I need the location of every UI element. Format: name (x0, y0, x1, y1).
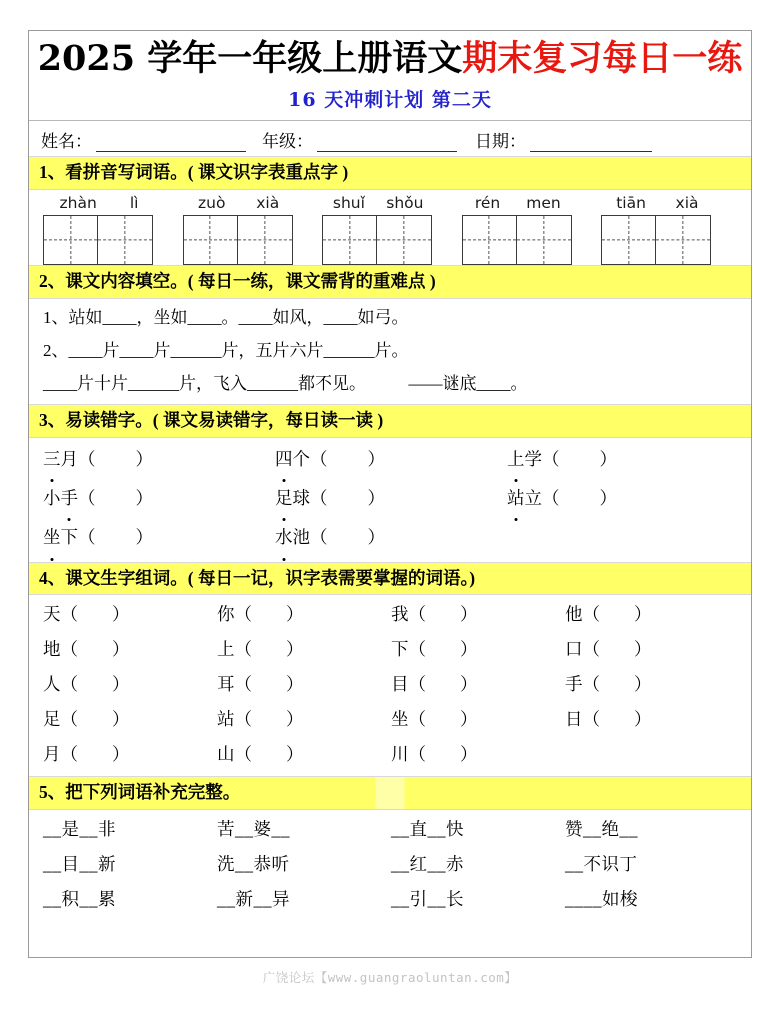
answer-paren[interactable]: （ ） (541, 448, 617, 469)
answer-paren[interactable]: （ ） (78, 448, 153, 469)
pinyin-syllable: lì (129, 194, 139, 213)
answer-paren[interactable]: （ ） (60, 674, 130, 695)
tianzige-cell[interactable] (601, 215, 656, 265)
tianzige-cell[interactable] (238, 215, 293, 265)
answer-paren[interactable]: （ ） (309, 527, 385, 548)
idiom-entry[interactable]: 赞__绝__ (565, 819, 638, 840)
char-entry[interactable] (391, 667, 565, 702)
idiom-entry[interactable]: __新__异 (217, 889, 290, 910)
tianzige-cell[interactable] (377, 215, 432, 265)
date-input-blank[interactable] (530, 136, 652, 152)
answer-paren[interactable]: （ ） (234, 709, 304, 730)
tianzige-cell[interactable] (43, 215, 98, 265)
char-entry[interactable] (391, 737, 565, 772)
idiom-entry[interactable]: __直__快 (391, 819, 464, 840)
char-label: 目 (391, 674, 409, 695)
char-label: 下 (391, 639, 409, 660)
word-group (462, 194, 602, 265)
section-3-row (43, 479, 739, 518)
answer-paren[interactable]: （ ） (408, 709, 478, 730)
section-4-body (29, 595, 751, 776)
char-entry[interactable] (391, 702, 565, 737)
tianzige-cell[interactable] (183, 215, 238, 265)
char-label: 人 (43, 674, 61, 695)
answer-paren[interactable]: （ ） (60, 744, 130, 765)
fill-in-line[interactable]: 2、____片____片______片，五片六片______片。 (43, 340, 409, 360)
emphasized-char: 四 (275, 440, 293, 479)
title-text-black: 2025 学年一年级上册语文 (37, 38, 463, 79)
answer-paren[interactable]: （ ） (234, 604, 304, 625)
pinyin-pair (462, 194, 574, 212)
pinyin-pair (183, 194, 295, 212)
pinyin-pair (43, 194, 155, 212)
section-4-grid (43, 597, 739, 772)
student-info-row (29, 121, 751, 156)
char-entry[interactable] (43, 737, 217, 772)
answer-paren[interactable]: （ ） (582, 674, 652, 695)
emphasized-char: 足 (275, 479, 293, 518)
pinyin-syllable: tiān (616, 194, 646, 213)
char-label: 川 (391, 744, 409, 765)
fill-in-line[interactable]: ____片十片______片，飞入______都不见。 ——谜底____。 (43, 373, 528, 393)
section-2-heading: 2、课文内容填空。( 每日一练，课文需背的重难点 ) (29, 265, 751, 299)
answer-paren[interactable]: （ ） (408, 674, 478, 695)
pinyin-syllable: xià (256, 194, 280, 213)
char-label: 耳 (217, 674, 235, 695)
pinyin-syllable: shǒu (386, 194, 424, 213)
tianzige-cell[interactable] (322, 215, 377, 265)
word-entry[interactable]: 四个（ ） (275, 440, 507, 479)
section-5-grid (43, 812, 739, 917)
tianzige-cell[interactable] (98, 215, 153, 265)
char-label: 山 (217, 744, 235, 765)
char-entry[interactable] (43, 597, 217, 632)
answer-paren[interactable]: （ ） (408, 744, 478, 765)
idiom-entry[interactable]: __是__非 (43, 819, 116, 840)
grade-label: 年级： (262, 132, 313, 152)
emphasized-char: 坐 (43, 518, 61, 557)
idiom-entry[interactable]: 苦__婆__ (217, 819, 290, 840)
emphasized-char: 三 (43, 440, 61, 479)
idiom-entry[interactable]: ____如梭 (565, 889, 638, 910)
answer-paren[interactable]: （ ） (582, 639, 652, 660)
word-group (43, 194, 183, 265)
char-entry[interactable] (217, 667, 391, 702)
section-5-heading: 5、把下列词语补充完整。 (29, 776, 751, 810)
answer-paren[interactable]: （ ） (582, 709, 652, 730)
answer-paren[interactable]: （ ） (234, 674, 304, 695)
idiom-entry[interactable]: __积__累 (43, 889, 116, 910)
section-1-body (29, 190, 751, 265)
answer-paren[interactable]: （ ） (408, 604, 478, 625)
answer-paren[interactable]: （ ） (78, 488, 153, 509)
emphasized-char: 水 (275, 518, 293, 557)
answer-paren[interactable]: （ ） (234, 744, 304, 765)
char-entry[interactable] (217, 702, 391, 737)
page-subtitle: 16 天冲刺计划 第二天 (288, 89, 492, 112)
char-label: 月 (43, 744, 61, 765)
worksheet-page (28, 30, 752, 958)
section-3-heading: 3、易读错字。( 课文易读错字，每日读一读 ) (29, 404, 751, 438)
tianzige-pair (601, 215, 711, 265)
char-entry[interactable] (217, 632, 391, 667)
watermark: 广饶论坛【www.guangraoluntan.com】 (262, 970, 518, 985)
grade-field-group (262, 127, 457, 152)
char-entry[interactable] (217, 597, 391, 632)
section-5-body (29, 810, 751, 921)
char-entry[interactable] (217, 737, 391, 772)
name-label: 姓名： (41, 132, 92, 152)
idiom-entry[interactable]: __不识丁 (565, 854, 638, 875)
pinyin-syllable: zhàn (59, 194, 97, 213)
idiom-entry[interactable]: __目__新 (43, 854, 116, 875)
word-entry[interactable]: 三月（ ） (43, 440, 275, 479)
date-label: 日期： (475, 132, 526, 152)
pinyin-syllable: rén (474, 194, 501, 213)
idiom-entry[interactable]: 洗__恭听 (217, 854, 290, 875)
emphasized-char: 站 (507, 479, 525, 518)
char-entry[interactable] (565, 632, 739, 667)
char-label: 手 (565, 674, 583, 695)
pinyin-syllable: xià (675, 194, 699, 213)
word-entry[interactable]: 小手（ ） (43, 479, 275, 518)
answer-paren[interactable]: （ ） (582, 604, 652, 625)
pinyin-pair (322, 194, 434, 212)
char-entry[interactable] (565, 702, 739, 737)
pinyin-syllable: men (526, 194, 561, 213)
char-label: 我 (391, 604, 409, 625)
char-entry[interactable] (43, 667, 217, 702)
date-field-group (475, 127, 652, 152)
char-label: 他 (565, 604, 583, 625)
char-label: 上 (217, 639, 235, 660)
section-3-body (29, 438, 751, 562)
title-block (29, 31, 751, 112)
title-text-red: 期末复习每日一练 (462, 38, 743, 79)
word-group (183, 194, 323, 265)
answer-paren[interactable]: （ ） (78, 527, 153, 548)
word-entry[interactable]: 站立（ ） (507, 479, 739, 518)
char-entry[interactable] (565, 667, 739, 702)
tianzige-pair (43, 215, 153, 265)
word-group (601, 194, 741, 265)
char-label: 日 (565, 709, 583, 730)
idiom-entry[interactable]: __红__赤 (391, 854, 464, 875)
tianzige-cell[interactable] (462, 215, 517, 265)
pinyin-syllable: zuò (197, 194, 226, 213)
tianzige-cell[interactable] (517, 215, 572, 265)
char-label: 站 (217, 709, 235, 730)
word-entry[interactable]: 水池（ ） (275, 518, 507, 557)
tianzige-pair (183, 215, 293, 265)
emphasized-char: 上 (507, 440, 525, 479)
section-2-body (29, 299, 751, 404)
tianzige-cell[interactable] (656, 215, 711, 265)
tianzige-pair (462, 215, 572, 265)
char-label: 你 (217, 604, 235, 625)
pinyin-pair (601, 194, 713, 212)
answer-paren[interactable]: （ ） (60, 639, 130, 660)
fill-in-line[interactable]: 1、站如____，坐如____。____如风，____如弓。 (43, 307, 409, 327)
emphasized-char: 手 (61, 479, 79, 518)
word-group (322, 194, 462, 265)
char-entry[interactable] (391, 632, 565, 667)
section-4-heading: 4、课文生字组词。( 每日一记，识字表需要掌握的词语。) (29, 562, 751, 596)
page-title (29, 37, 751, 80)
answer-paren[interactable]: （ ） (60, 709, 130, 730)
grade-input-blank[interactable] (317, 136, 457, 152)
char-entry-empty (565, 737, 739, 772)
word-entry[interactable]: 足球（ ） (275, 479, 507, 518)
answer-paren[interactable]: （ ） (234, 639, 304, 660)
char-entry[interactable] (43, 702, 217, 737)
pinyin-syllable: shuǐ (332, 194, 365, 213)
answer-paren[interactable]: （ ） (309, 448, 385, 469)
idiom-entry[interactable]: __引__长 (391, 889, 464, 910)
tianzige-pair (322, 215, 432, 265)
answer-paren[interactable]: （ ） (309, 488, 385, 509)
answer-paren[interactable]: （ ） (60, 604, 130, 625)
section-3-row (43, 518, 739, 557)
word-entry[interactable]: 上学（ ） (507, 440, 739, 479)
char-label: 口 (565, 639, 583, 660)
answer-paren[interactable]: （ ） (541, 488, 617, 509)
word-entry[interactable]: 坐下（ ） (43, 518, 275, 557)
name-field-group (41, 127, 246, 152)
word-entry-empty (507, 518, 739, 557)
char-label: 坐 (391, 709, 409, 730)
char-entry[interactable] (43, 632, 217, 667)
char-entry[interactable] (391, 597, 565, 632)
char-label: 地 (43, 639, 61, 660)
answer-paren[interactable]: （ ） (408, 639, 478, 660)
char-entry[interactable] (565, 597, 739, 632)
name-input-blank[interactable] (96, 136, 246, 152)
char-label: 足 (43, 709, 61, 730)
char-label: 天 (43, 604, 61, 625)
section-3-row (43, 440, 739, 479)
section-1-heading: 1、看拼音写词语。( 课文识字表重点字 ) (29, 156, 751, 190)
